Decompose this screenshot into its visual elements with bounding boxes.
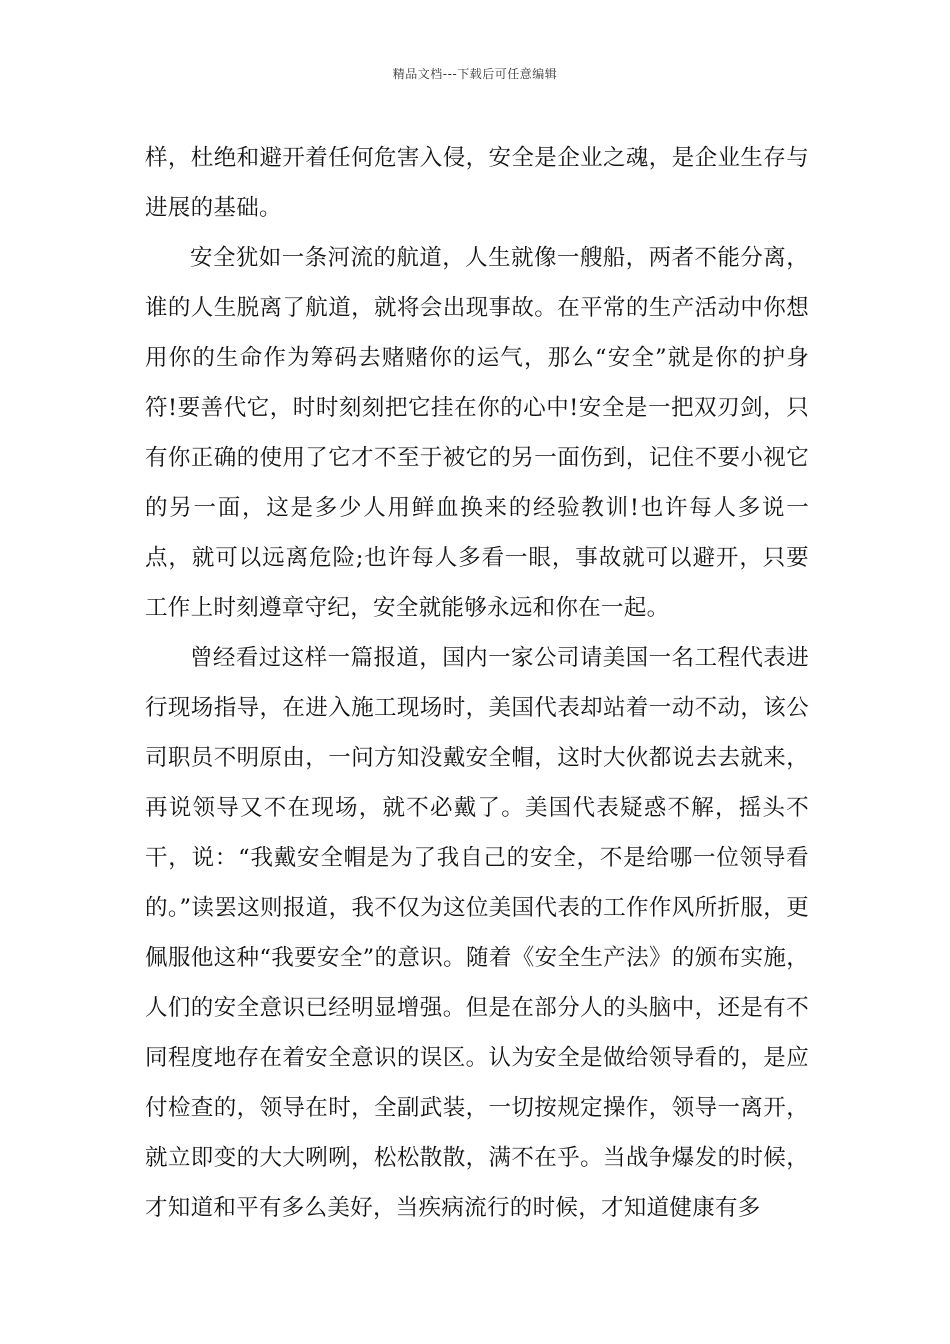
page-header: 精品文档---下载后可任意编辑 bbox=[392, 67, 558, 81]
paragraph-continuation: 样，杜绝和避开着任何危害入侵，安全是企业之魂，是企业生存与进展的基础。 bbox=[145, 145, 809, 221]
paragraph-safety-helmet-report: 曾经看过这样一篇报道，国内一家公司请美国一名工程代表进行现场指导，在进入施工现场时，美国代表却站着一动不动，该公司职员不明原由，一问方知没戴安全帽，这时大伙都说去去就来，再说领导又不在现场，就不必戴了。美国代表疑惑不解，摇头不干，说：“我戴安全帽是为了我自己的安全，不是给哪一位领导看的。”读罢这则报道，我不仅为这位美国代表的工作作风所折服，更佩服他这种“我要安全”的意识。随着《安全生产法》的颁布实施，人们的安全意识已经明显增强。但是在部分人的头脑中，还是有不同程度地存在着安全意识的误区。认为安全是做给领导看的，是应付检查的，领导在时，全副武装，一切按规定操作，领导一离开，就立即变的大大咧咧，松松散散，满不在乎。当战争爆发的时候，才知道和平有多么美好，当疾病流行的时候，才知道健康有多 bbox=[145, 645, 809, 1221]
document-body bbox=[145, 133, 809, 1233]
paragraph-safety-river: 安全犹如一条河流的航道，人生就像一艘船，两者不能分离，谁的人生脱离了航道，就将会出现事故。在平常的生产活动中你想用你的生命作为筹码去赌赌你的运气，那么“安全”就是你的护身符!要善代它，时时刻刻把它挂在你的心中!安全是一把双刃剑，只有你正确的使用了它才不至于被它的另一面伤到，记住不要小视它的另一面，这是多少人用鲜血换来的经验教训!也许每人多说一点，就可以远离危险;也许每人多看一眼，事故就可以避开，只要工作上时刻遵章守纪，安全就能够永远和你在一起。 bbox=[145, 245, 809, 621]
